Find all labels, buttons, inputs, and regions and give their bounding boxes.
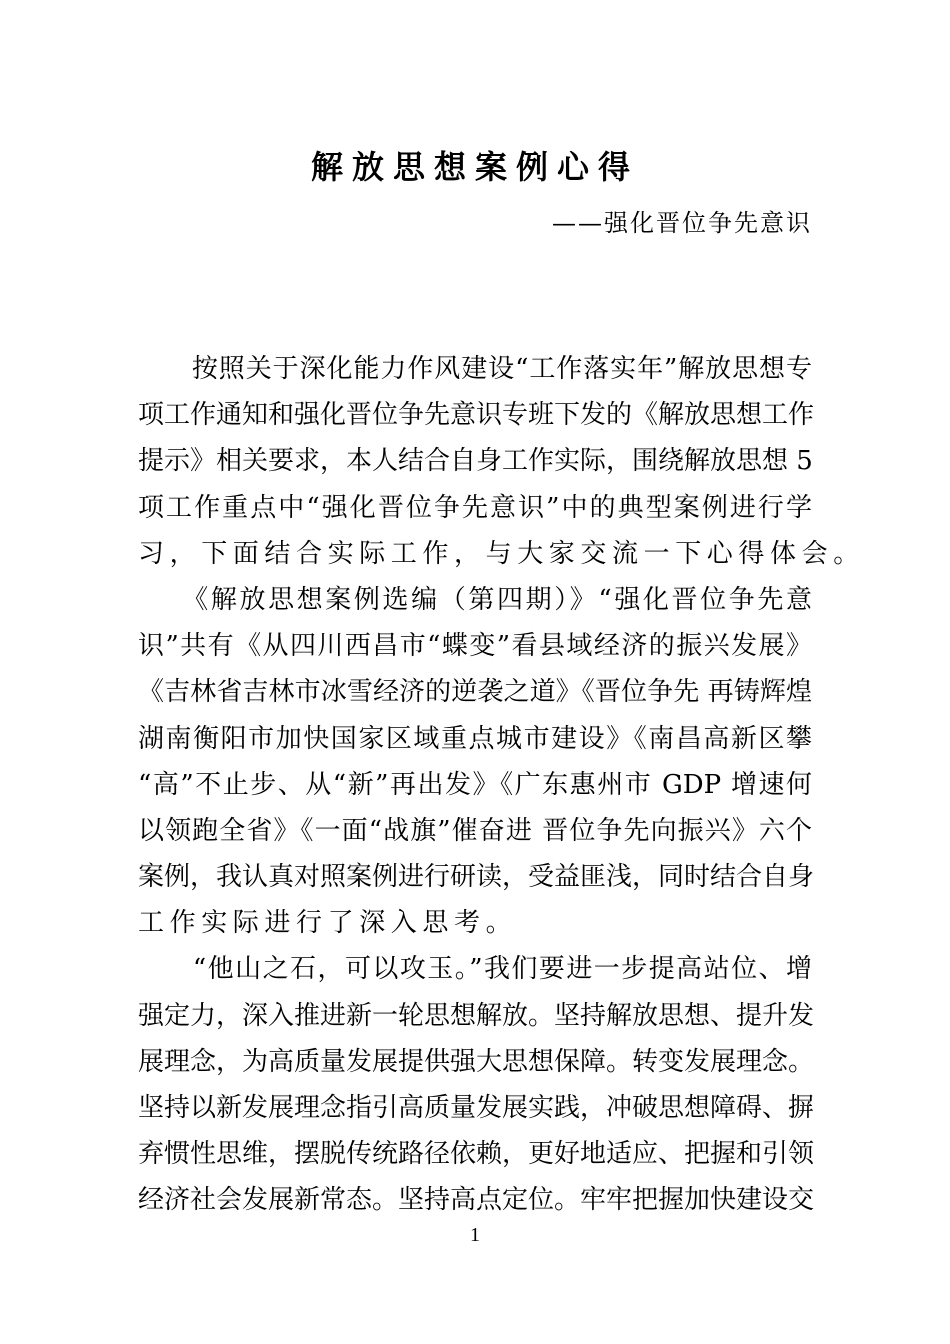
text-line: 展理念，为高质量发展提供强大思想保障。转变发展理念。	[138, 1046, 815, 1077]
text-line: 《解放思想案例选编（第四期）》“强化晋位争先意	[138, 584, 812, 615]
paragraph	[138, 577, 815, 947]
page-number: 1	[470, 1224, 480, 1246]
text-line: 识”共有《从四川西昌市“蝶变”看县域经济的振兴发展》	[138, 631, 812, 662]
paragraph	[138, 346, 865, 577]
text-line: “他山之石，可以攻玉。”我们要进一步提高站位、增	[138, 954, 812, 985]
text-line: 坚持以新发展理念指引高质量发展实践，冲破思想障碍、摒	[138, 1093, 815, 1123]
text-line: 提示》相关要求，本人结合自身工作实际，围绕解放思想 5	[138, 446, 813, 477]
text-line: 弃惯性思维，摆脱传统路径依赖，更好地适应、把握和引领	[138, 1139, 815, 1170]
text-line: “高”不止步、从“新”再出发》《广东惠州市 GDP 增速何	[138, 769, 812, 800]
text-line: 习，下面结合实际工作，与大家交流一下心得体会。	[138, 538, 865, 569]
text-line: 湖南衡阳市加快国家区域重点城市建设》《南昌高新区攀	[138, 723, 812, 754]
text-line: 案例，我认真对照案例进行研读，受益匪浅，同时结合自身	[138, 862, 815, 893]
text-line: 按照关于深化能力作风建设“工作落实年”解放思想专	[138, 354, 812, 384]
text-line: 以领跑全省》《一面“战旗”催奋进 晋位争先向振兴》六个	[138, 815, 812, 846]
document-body	[138, 346, 865, 1224]
document-title: 解放思想案例心得	[310, 148, 639, 186]
text-line: 经济社会发展新常态。坚持高点定位。牢牢把握加快建设交	[138, 1185, 815, 1216]
paragraph	[138, 946, 815, 1223]
text-line: 项工作通知和强化晋位争先意识专班下发的《解放思想工作	[138, 400, 815, 431]
text-line: 项工作重点中“强化晋位争先意识”中的典型案例进行学	[138, 492, 812, 523]
text-line: 工作实际进行了深入思考。	[138, 908, 518, 939]
text-line: 《吉林省吉林市冰雪经济的逆袭之道》《晋位争先 再铸辉煌	[138, 677, 812, 708]
text-line: 强定力，深入推进新一轮思想解放。坚持解放思想、提升发	[138, 1000, 815, 1031]
document-subtitle: ——强化晋位争先意识	[552, 209, 812, 237]
